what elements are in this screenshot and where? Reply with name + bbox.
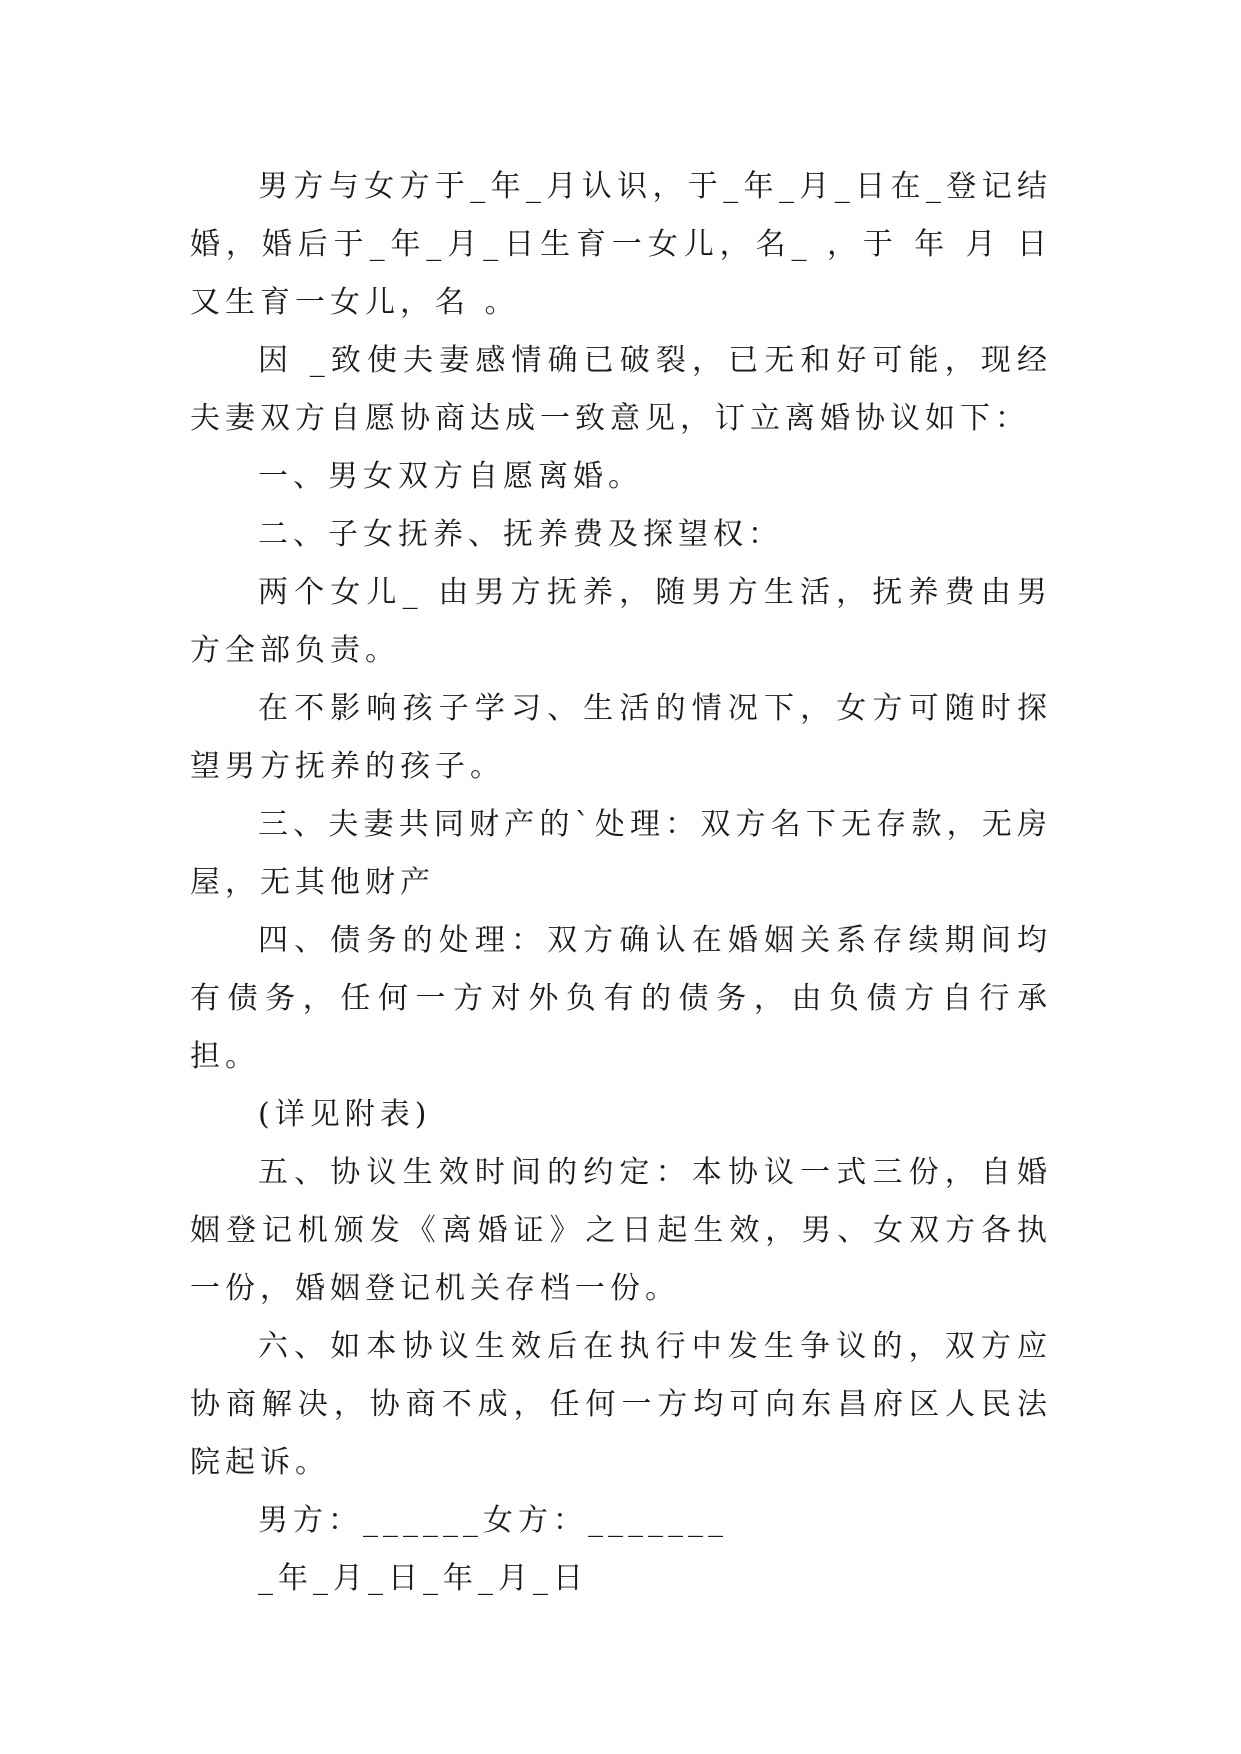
clause-4-appendix-note: (详见附表) <box>258 1097 432 1132</box>
clause-5-effective: 五、协议生效时间的约定：本协议一式三份，自婚姻登记机颁发《离婚证》之日起生效，男、女双方各执一份，婚姻登记机关存档一份。 <box>190 1155 1052 1306</box>
paragraph-reason: 因 _致使夫妻感情确已破裂，已无和好可能，现经夫妻双方自愿协商达成一致意见，订立离婚协议如下： <box>190 343 1052 436</box>
signature-line: 男方：______女方：_______ <box>258 1503 728 1538</box>
clause-1-divorce: 一、男女双方自愿离婚。 <box>258 459 643 494</box>
document-body <box>190 158 1067 1608</box>
clause-4-debt: 四、债务的处理：双方确认在婚姻关系存续期间均有债务，任何一方对外负有的债务，由负债方自行承担。 <box>190 923 1052 1074</box>
clause-2-visitation: 在不影响孩子学习、生活的情况下，女方可随时探望男方抚养的孩子。 <box>190 691 1052 784</box>
paragraph-marriage-facts: 男方与女方于_年_月认识，于_年_月_日在_登记结婚，婚后于_年_月_日生育一女儿，名_ ，于 年 月 日 又生育一女儿，名 。 <box>190 169 1067 320</box>
date-line: _年_月_日_年_月_日 <box>258 1561 588 1596</box>
clause-3-property: 三、夫妻共同财产的`处理：双方名下无存款，无房屋，无其他财产 <box>190 807 1052 900</box>
clause-6-dispute: 六、如本协议生效后在执行中发生争议的，双方应协商解决，协商不成，任何一方均可向东昌府区人民法院起诉。 <box>190 1329 1052 1480</box>
clause-2-custody: 两个女儿_ 由男方抚养，随男方生活，抚养费由男方全部负责。 <box>190 575 1052 668</box>
clause-2-heading: 二、子女抚养、抚养费及探望权： <box>258 517 783 552</box>
